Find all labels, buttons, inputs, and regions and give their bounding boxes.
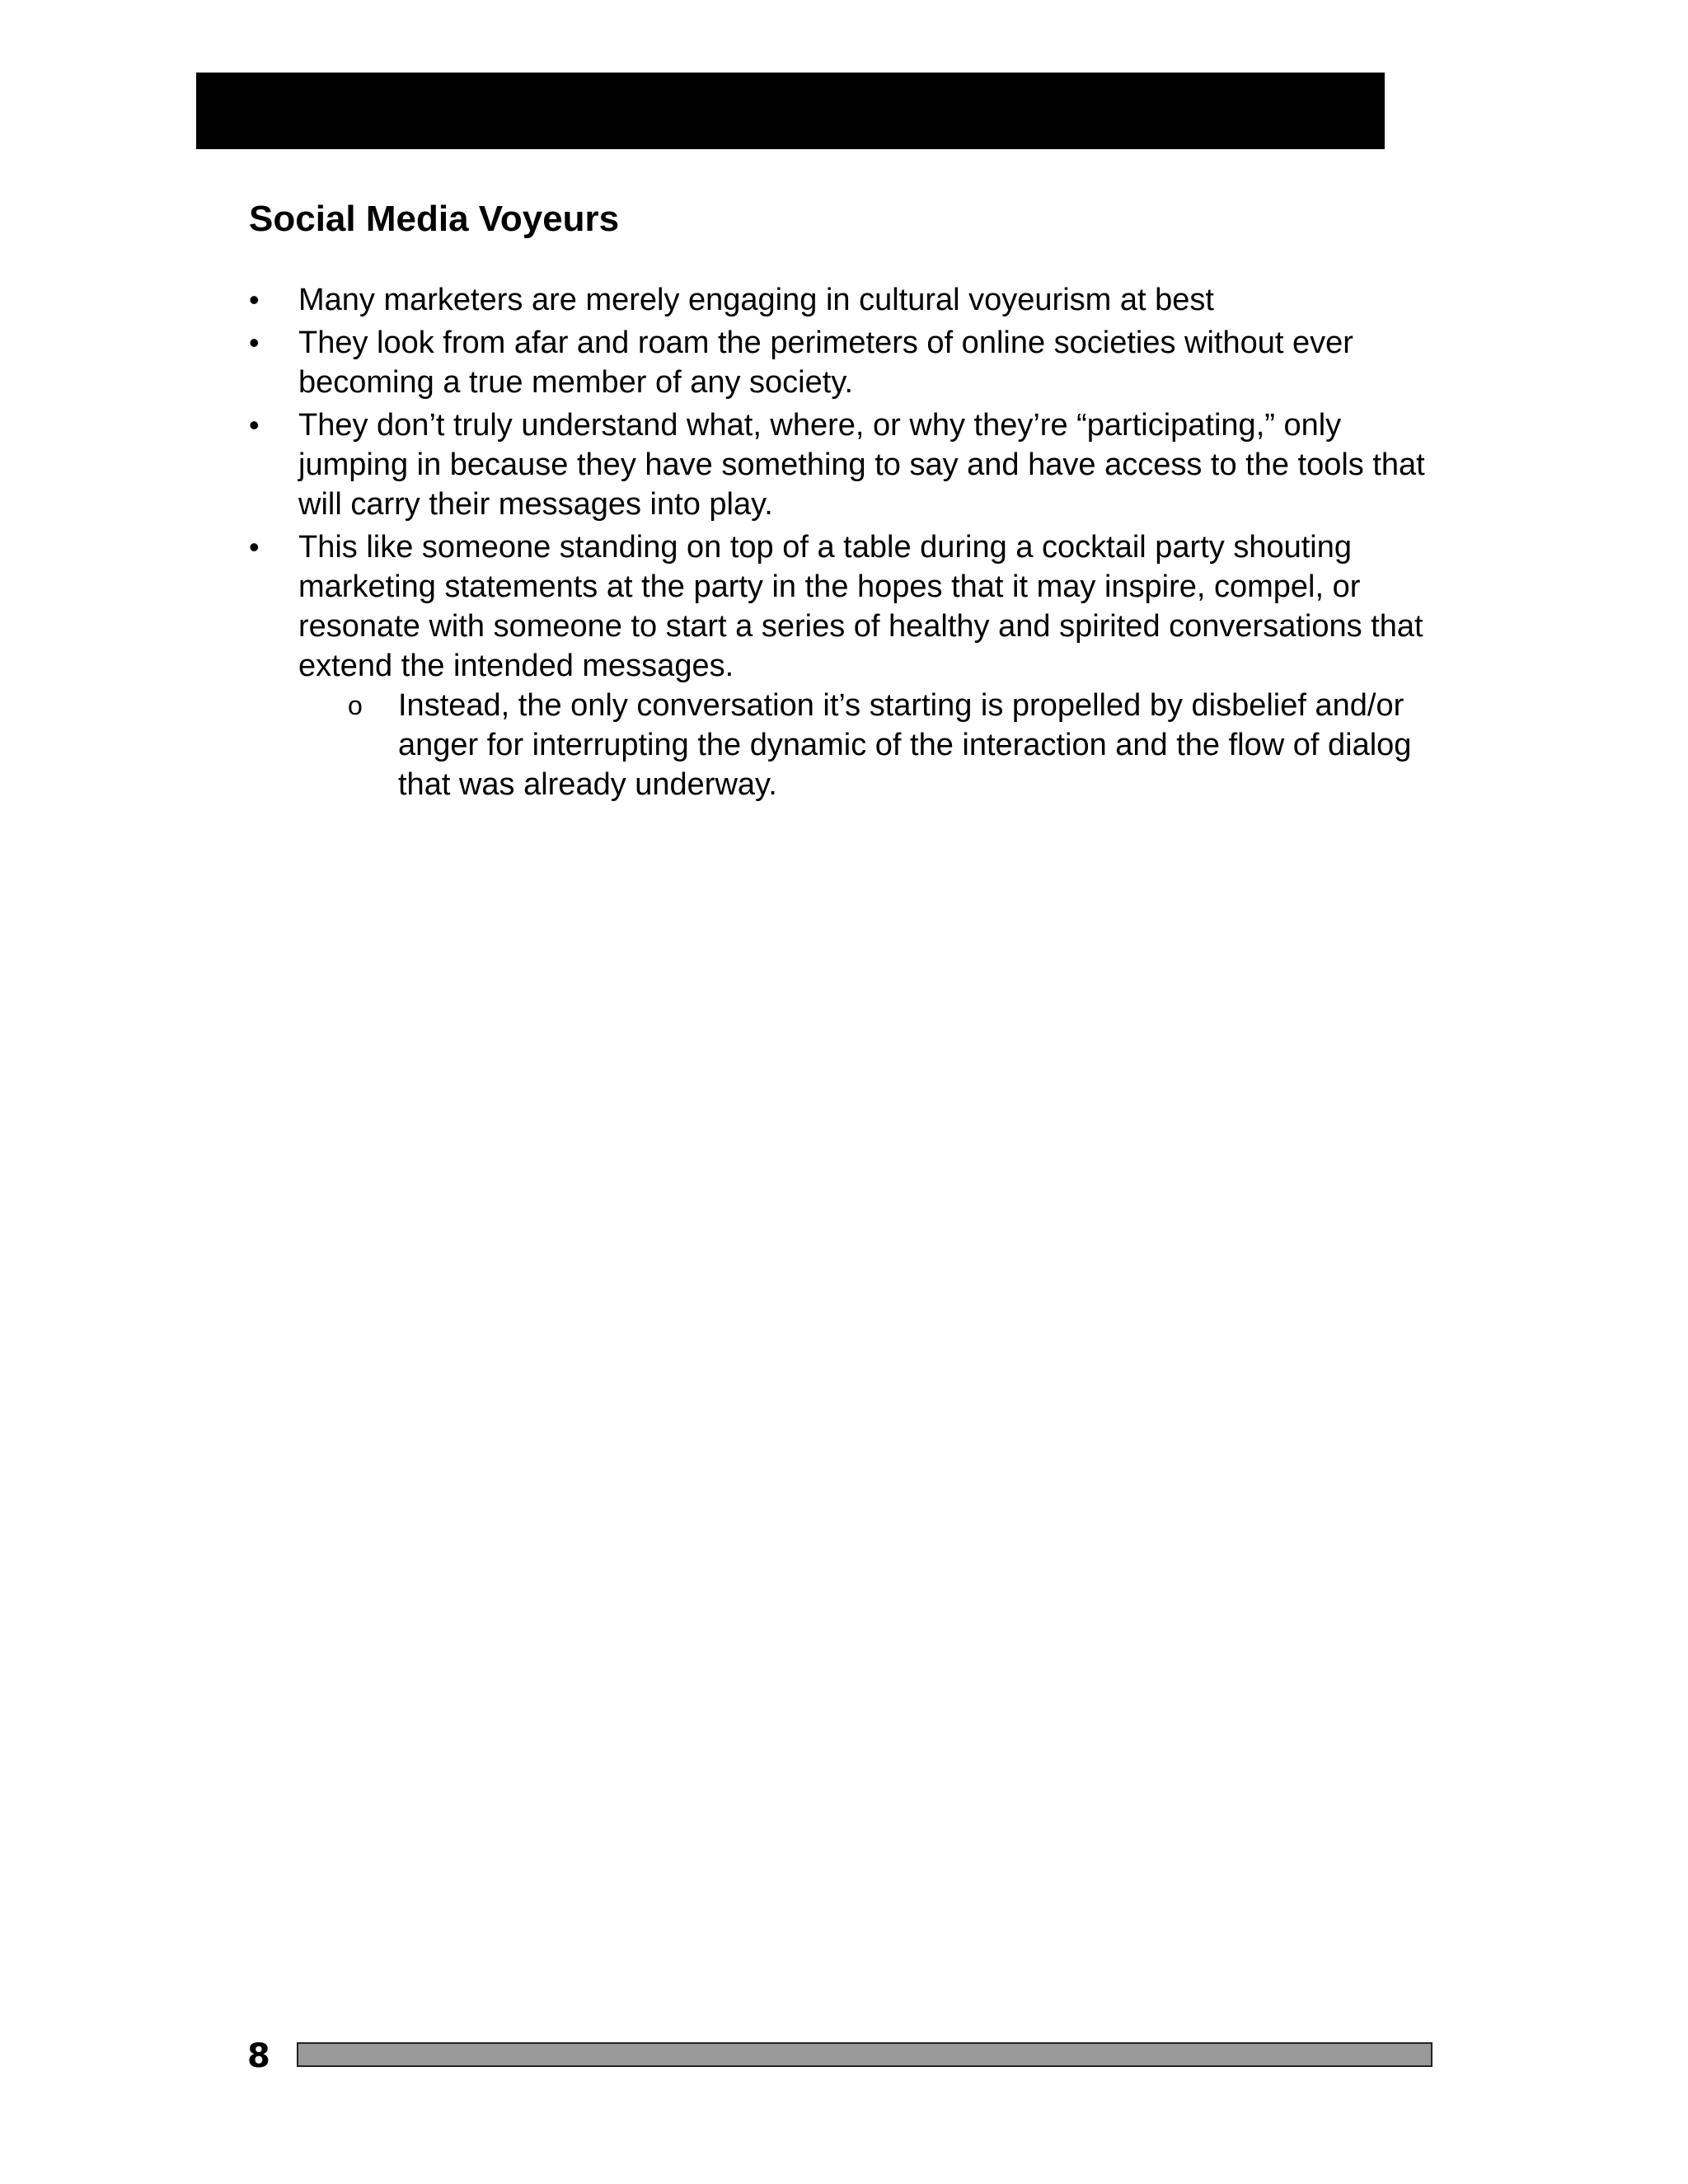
list-item-text: This like someone standing on top of a table during a cocktail party shouting marketing statements at the party in the hopes that it may inspire, compel, or resonate with someone to start a series of healthy and spirited conversations that extend the intended messages.	[298, 530, 1423, 683]
content-area	[249, 280, 1436, 808]
list-item-text: They look from afar and roam the perimeters of online societies without ever becoming a true member of any society.	[298, 326, 1353, 400]
header-bar	[196, 73, 1385, 149]
sub-bullet-list	[298, 686, 1436, 804]
list-item	[249, 280, 1436, 320]
page-title: Social Media Voyeurs	[249, 199, 620, 239]
list-item	[249, 323, 1436, 402]
bullet-icon: •	[249, 530, 260, 564]
sub-list-item-text: Instead, the only conversation it’s starting is propelled by disbelief and/or anger for interrupting the dynamic of the interaction and the flow of dialog that was already underway.	[398, 688, 1412, 802]
list-item-text: Many marketers are merely engaging in cultural voyeurism at best	[298, 283, 1214, 317]
footer-bar	[297, 2042, 1432, 2067]
list-item	[249, 405, 1436, 524]
bullet-list	[249, 280, 1436, 804]
bullet-icon: •	[249, 283, 260, 316]
sub-list-item	[298, 686, 1436, 804]
sub-bullet-icon: o	[348, 691, 363, 720]
list-item-text: They don’t truly understand what, where, or why they’re “participating,” only jumping in because they have something to say and have access to the tools that will carry their messages into play.	[298, 408, 1425, 522]
list-item	[249, 527, 1436, 804]
bullet-icon: •	[249, 408, 260, 442]
bullet-icon: •	[249, 326, 260, 359]
page-number: 8	[247, 2037, 270, 2075]
